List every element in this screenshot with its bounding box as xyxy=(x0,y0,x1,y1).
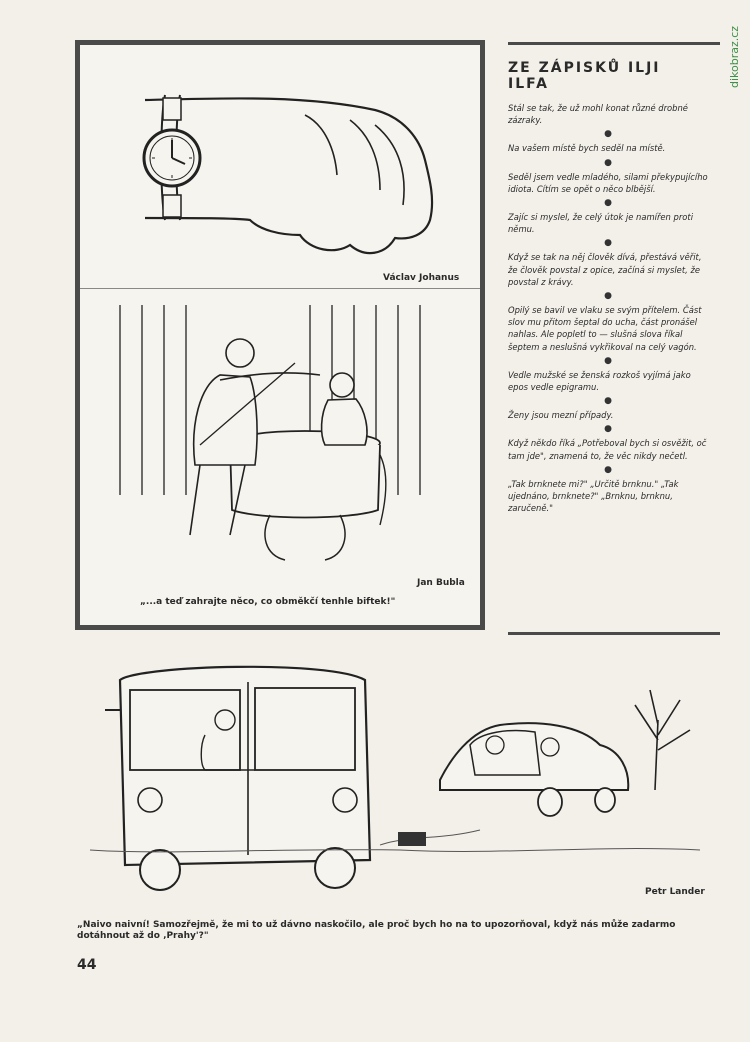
hand-watch-illustration xyxy=(75,40,485,310)
credit-lander: Petr Lander xyxy=(645,887,705,897)
bullet-icon: ● xyxy=(604,129,612,140)
aphorism: Seděl jsem vedle mladého, silami překypujícího idiota. Cítím se opět o něco blbější. xyxy=(508,171,708,194)
bullet-icon: ● xyxy=(604,157,612,168)
aphorism: Zajíc si myslel, že celý útok je namířen proti němu. xyxy=(508,212,694,235)
aphorism: Na vašem místě bych seděl na místě. xyxy=(508,143,666,154)
watermark-badge: dikobraz.cz xyxy=(728,25,741,88)
aphorism: Ženy jsou mezní případy. xyxy=(508,410,614,421)
aphorism: „Tak brnknete mi?" „Určitě brnknu." „Tak ujednáno, brnknete?" „Brnknu, brnknu, zaručeně." xyxy=(508,478,679,514)
aphorism: Opilý se bavil ve vlaku se svým přítelem. Část slov mu přitom šeptal do ucha, část pronášel nahlas. Ale popletl to — slušná slova říkal šeptem a neslušná vykřikoval na celý vagón. xyxy=(508,305,702,352)
bullet-icon: ● xyxy=(604,424,612,435)
divider xyxy=(80,288,480,289)
bus-car-illustration xyxy=(80,650,720,900)
column-top-rule xyxy=(508,42,720,45)
aphorism: Stál se tak, že už mohl konat různé drobné zázraky. xyxy=(508,103,688,126)
bullet-icon: ● xyxy=(604,291,612,302)
page-number: 44 xyxy=(77,957,97,973)
bullet-icon: ● xyxy=(604,355,612,366)
column-title: ZE ZÁPISKŮ ILJI ILFA xyxy=(508,60,661,92)
aphorism-column xyxy=(508,60,708,514)
aphorism: Vedle mužské se ženská rozkoš vyjímá jako epos vedle epigramu. xyxy=(508,369,691,393)
bullet-icon: ● xyxy=(604,238,612,249)
bullet-icon: ● xyxy=(604,464,612,475)
violinist-restaurant-illustration xyxy=(80,295,480,585)
bullet-icon: ● xyxy=(604,396,612,407)
aphorism: Když někdo říká „Potřeboval bych si osvěžit, oč tam jde", znamená to, že věc nikdy nečetl. xyxy=(508,438,707,461)
bullet-icon: ● xyxy=(604,198,612,209)
credit-bubla: Jan Bubla xyxy=(417,578,465,588)
aphorism: Když se tak na něj člověk dívá, přestává věřit, že člověk povstal z opice, začíná si myslet, že povstal z krávy. xyxy=(508,252,702,287)
column-bottom-rule xyxy=(508,632,720,635)
credit-johanus: Václav Johanus xyxy=(383,273,460,283)
caption-bubla: „...a teď zahrajte něco, co obměkčí tenhle biftek!" xyxy=(140,597,396,607)
caption-lander: „Naivo naivní! Samozřejmě, že mi to už dávno naskočilo, ale proč bych ho na to upozorňoval, když nás může zadarmo dotáhnout až do ‚Prahy'?" xyxy=(77,920,676,941)
